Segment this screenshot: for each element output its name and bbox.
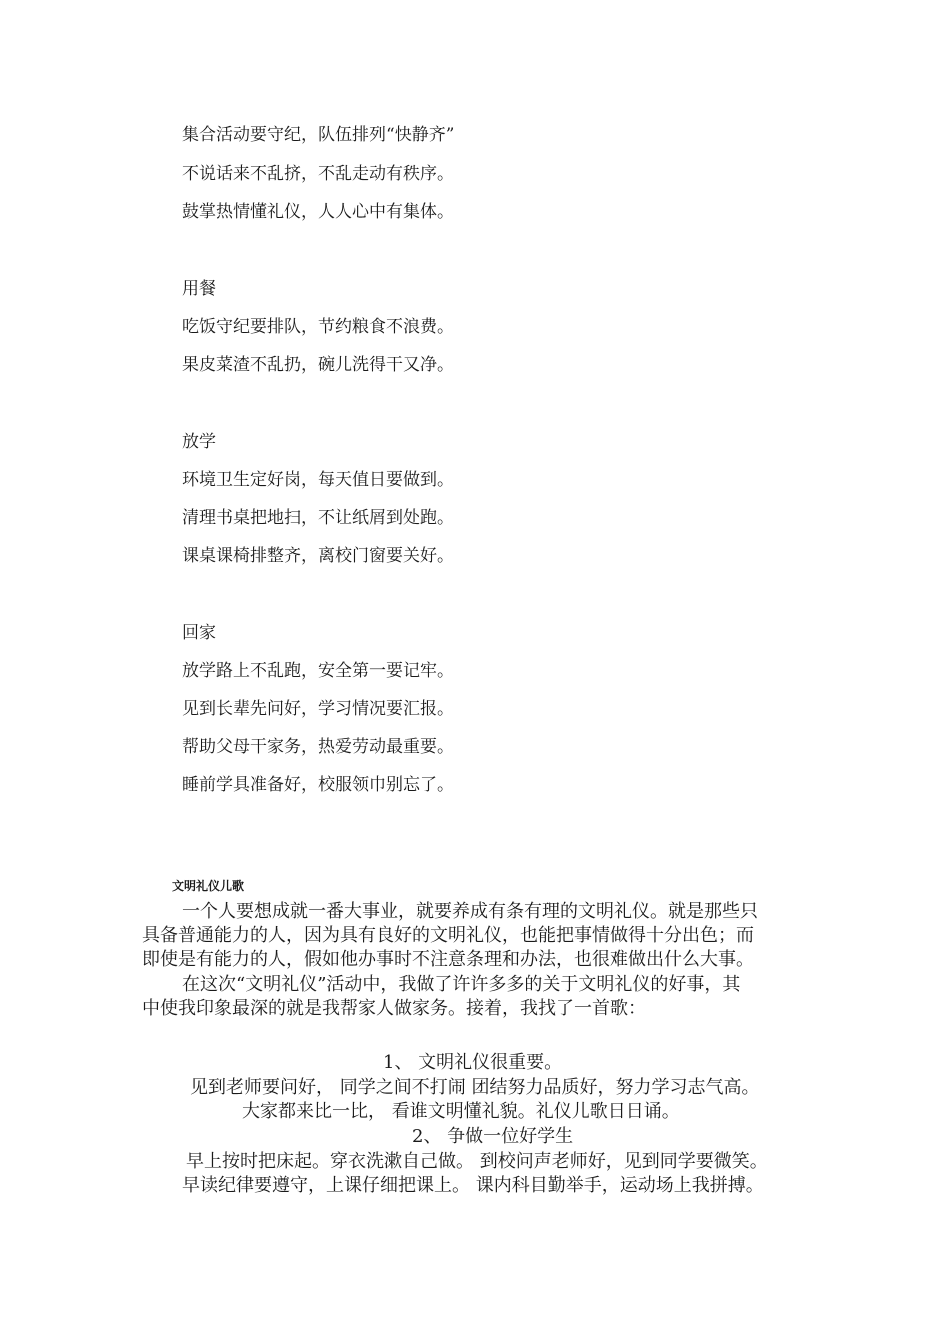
essay-line: 在这次“文明礼仪”活动中，我做了许许多多的关于文明礼仪的好事，其 (182, 974, 741, 995)
verse-line: 课桌课椅排整齐，离校门窗要关好。 (182, 546, 454, 566)
song-line: 见到老师要问好， 同学之间不打闹 团结努力品质好，努力学习志气高。 (190, 1077, 760, 1098)
verse-line: 环境卫生定好岗，每天值日要做到。 (182, 470, 454, 490)
essay-line: 具备普通能力的人，因为具有良好的文明礼仪，也能把事情做得十分出色；而 (142, 925, 754, 946)
verse-line: 睡前学具准备好，校服领巾别忘了。 (182, 775, 454, 795)
verse-line: 见到长辈先问好，学习情况要汇报。 (182, 699, 454, 719)
verse-line: 果皮菜渣不乱扔，碗儿洗得干又净。 (182, 355, 454, 375)
song-item-title: 2、 争做一位好学生 (412, 1126, 574, 1147)
essay-line: 中使我印象最深的就是我帮家人做家务。接着，我找了一首歌： (142, 998, 646, 1019)
song-line: 早上按时把床起。穿衣洗漱自己做。 到校问声老师好，见到同学要微笑。 (186, 1151, 768, 1172)
verse-line: 鼓掌热情懂礼仪，人人心中有集体。 (182, 202, 454, 222)
essay-title: 文明礼仪儿歌 (172, 879, 245, 893)
section-heading: 回家 (182, 623, 216, 643)
section-heading: 用餐 (182, 279, 216, 299)
essay-line: 一个人要想成就一番大事业，就要养成有条有理的文明礼仪。就是那些只 (182, 901, 758, 922)
verse-line: 不说话来不乱挤，不乱走动有秩序。 (182, 164, 454, 184)
essay-line: 即使是有能力的人，假如他办事时不注意条理和办法，也很难做出什么大事。 (142, 949, 754, 970)
verse-line: 放学路上不乱跑，安全第一要记牢。 (182, 661, 454, 681)
verse-line: 清理书桌把地扫，不让纸屑到处跑。 (182, 508, 454, 528)
verse-line: 帮助父母干家务，热爱劳动最重要。 (182, 737, 454, 757)
song-line: 大家都来比一比， 看谁文明懂礼貌。礼仪儿歌日日诵。 (242, 1101, 680, 1122)
section-heading: 放学 (182, 432, 216, 452)
verse-line: 集合活动要守纪，队伍排列“快静齐” (182, 125, 455, 145)
song-item-title: 1、 文明礼仪很重要。 (383, 1052, 563, 1073)
verse-line: 吃饭守纪要排队，节约粮食不浪费。 (182, 317, 454, 337)
song-line: 早读纪律要遵守，上课仔细把课上。 课内科目勤举手，运动场上我拼搏。 (182, 1175, 764, 1196)
